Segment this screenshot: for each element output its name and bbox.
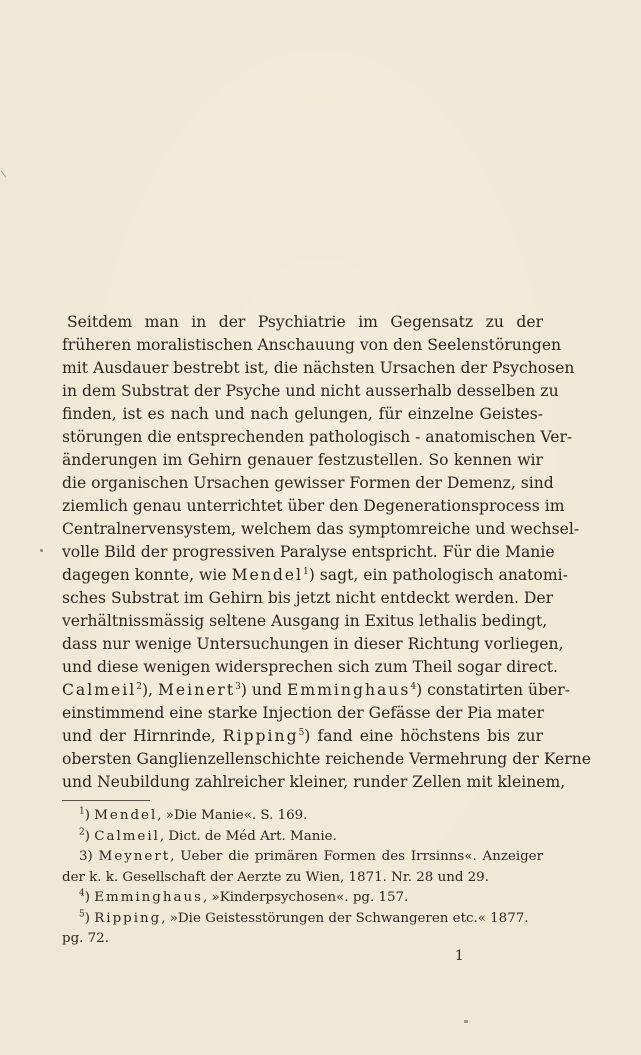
footnote-marker: 1 [79,806,85,817]
text-line: änderungen im Gehirn genauer festzustellen. So kennen wir [62,451,543,469]
text-fragment: ) constatirten über- [416,681,571,699]
text-fragment: ) sagt, ein pathologisch anatomi- [308,566,568,584]
text-line: Seitdem man in der Psychiatrie im Gegensatz zu der [67,313,543,331]
text-line: finden, ist es nach und nach gelungen, für einzelne Geistes- [62,405,543,423]
footnote-divider [62,800,150,801]
author-name: Emminghaus [286,681,411,699]
footnote: $^1$) Mendel, »Die Manie«. S. 169. [79,806,308,823]
footnote-ref: 2 [136,681,142,692]
text-line: früheren moralistischen Anschauung von den Seelenstörungen [62,336,562,354]
footnote-author: Emminghaus [94,890,203,905]
text-line: und Neubildung zahlreicher kleiner, runder Zellen mit kleinem, [62,773,566,791]
text-line: verhältnissmässig seltene Ausgang in Exitus lethalis bedingt, [62,612,548,630]
footnote: 3) Meynert, Ueber die primären Formen des Irrsinns«. Anzeiger [79,849,544,864]
main-paragraph [62,311,591,794]
footnote-text: , »Die Manie«. S. 169. [157,808,308,823]
author-name: Mendel [231,566,304,584]
footnote-ref: 4 [410,681,417,692]
text-line: einstimmend eine starke Injection der Gefässe der Pia mater [62,704,544,722]
author-name: Ripping [222,727,299,745]
footnote: $^2$) Calmeil, Dict. de Méd Art. Manie. [79,827,337,844]
text-fragment: ), [141,681,153,699]
footnote-text: , »Die Geistesstörungen der Schwangeren etc.« 1877. [161,910,529,926]
footnote-text: , Dict. de Méd Art. Manie. [159,828,337,844]
text-line: und diese wenigen widersprechen sich zum Theil sogar direct. [62,658,558,676]
footnotes [62,806,543,950]
margin-dot [40,549,43,552]
text-line-citation [62,564,568,587]
text-fragment: ) fand eine höchstens bis zur [304,727,543,745]
footnote-continuation: der k. k. Gesellschaft der Aerzte zu Wien, 1871. Nr. 28 und 29. [62,869,489,885]
footnote-marker: 3 [79,849,88,864]
author-name: Calmeil [62,681,137,699]
text-fragment: dagegen konnte, wie [62,566,227,584]
footnote-author: Mendel [94,808,158,823]
footnote-author: Meynert [98,849,171,864]
paper-mark [1,170,6,177]
author-name: Meinert [157,681,236,699]
footnote: $^4$) Emminghaus, »Kinderpsychosen«. pg. 157. [79,888,409,905]
text-line: obersten Ganglienzellenschichte reichende Vermehrung der Kerne [62,750,591,768]
text-fragment: ) und [240,681,282,699]
paper-speck [464,1020,468,1023]
text-line: dass nur wenige Untersuchungen in dieser Richtung vorliegen, [62,635,564,653]
footnote-marker: 5 [79,909,85,920]
footnote-author: Calmeil [94,828,160,844]
text-line-citation [62,679,571,702]
footnote-ref: 1 [303,566,309,577]
text-line: Centralnervensystem, welchem das symptomreiche und wechsel- [62,520,580,538]
text-line: störungen die entsprechenden pathologisch - anatomischen Ver- [62,428,573,446]
footnote-continuation: pg. 72. [62,931,109,946]
text-fragment: und der Hirnrinde, [62,727,216,745]
footnote-text: , »Kinderpsychosen«. pg. 157. [202,890,409,905]
footnote-text: , Ueber die primären Formen des Irrsinns«. Anzeiger [170,849,544,864]
text-line: mit Ausdauer bestrebt ist, die nächsten Ursachen der Psychosen [62,359,575,377]
footnote: $^5$) Ripping, »Die Geistesstörungen der Schwangeren etc.« 1877. [79,909,529,926]
text-line: in dem Substrat der Psyche und nicht ausserhalb desselben zu [62,382,559,400]
footnote-marker: 4 [79,888,85,899]
footnote-ref: 3 [235,681,241,692]
text-line: volle Bild der progressiven Paralyse entspricht. Für die Manie [62,543,555,561]
text-line: sches Substrat im Gehirn bis jetzt nicht entdeckt werden. Der [62,589,554,607]
text-line-citation [62,725,543,748]
footnote-author: Ripping [94,910,162,926]
text-line: ziemlich genau unterrichtet über den Degenerationsprocess im [62,497,565,515]
text-line: die organischen Ursachen gewisser Formen der Demenz, sind [62,474,554,492]
footnote-marker: 2 [79,827,85,838]
page-number: 1 [455,948,464,964]
footnote-ref: 5 [298,727,305,738]
